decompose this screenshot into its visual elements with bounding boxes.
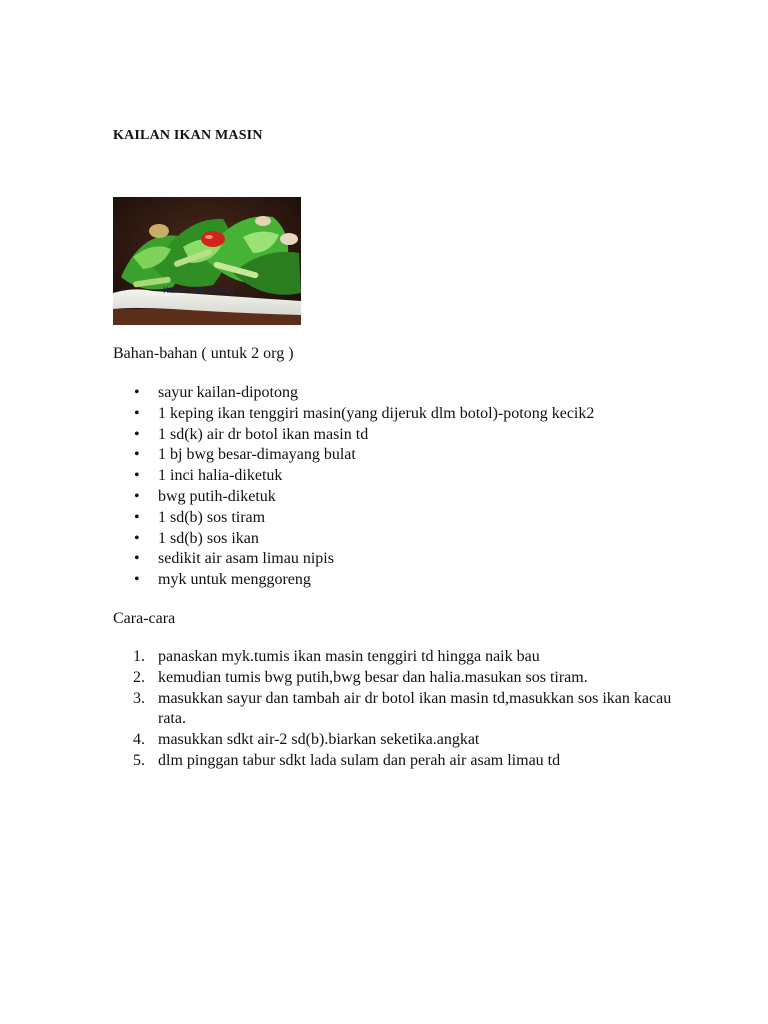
bullet: • — [134, 404, 140, 422]
step-text: masukkan sayur dan tambah air dr botol ikan masin td,masukkan sos ikan kacau rata. — [158, 689, 672, 728]
step-number: 2. — [133, 668, 145, 686]
recipe-photo — [113, 197, 301, 325]
bullet: • — [134, 487, 140, 505]
bullet: • — [134, 467, 140, 485]
step-number: 1. — [133, 648, 145, 665]
ingredient-text: 1 sd(b) sos tiram — [158, 508, 266, 526]
step-text: panaskan myk.tumis ikan masin tenggiri td hingga naik bau — [158, 648, 540, 665]
bullet: • — [134, 571, 140, 589]
list-item — [134, 529, 718, 550]
ingredient-text: 1 bj bwg besar-dimayang bulat — [158, 446, 356, 464]
list-item — [133, 689, 698, 731]
list-item — [134, 445, 718, 466]
step-number: 5. — [133, 751, 145, 769]
step-text: kemudian tumis bwg putih,bwg besar dan halia.masukan sos tiram. — [158, 668, 588, 686]
list-item — [133, 730, 698, 751]
step-number: 3. — [133, 689, 145, 707]
recipe-title: KAILAN IKAN MASIN — [113, 128, 263, 143]
ingredient-text: myk untuk menggoreng — [158, 571, 311, 589]
step-text: dlm pinggan tabur sdkt lada sulam dan perah air asam limau td — [158, 751, 561, 769]
list-item — [134, 487, 718, 508]
method-list — [113, 647, 698, 772]
list-item — [134, 466, 718, 487]
list-item — [134, 404, 718, 425]
step-number: 4. — [133, 731, 145, 749]
list-item — [134, 549, 718, 570]
ingredient-text: 1 sd(b) sos ikan — [158, 529, 259, 547]
stir-fried-kailan-photo-icon — [113, 197, 301, 325]
list-item — [133, 751, 698, 772]
ingredients-list — [113, 383, 718, 591]
ingredient-text: 1 keping ikan tenggiri masin(yang dijeruk dlm botol)-potong kecik2 — [158, 404, 595, 422]
bullet: • — [134, 446, 140, 464]
photo-caption: Kailan ikan masin — [163, 285, 234, 295]
ingredient-text: 1 inci halia-diketuk — [158, 467, 283, 485]
ingredient-text: sedikit air asam limau nipis — [158, 550, 334, 568]
list-item — [133, 668, 698, 689]
list-item — [133, 647, 698, 668]
bullet: • — [134, 529, 140, 547]
bullet: • — [134, 508, 140, 526]
list-item — [134, 570, 718, 591]
bullet: • — [134, 425, 140, 443]
list-item — [134, 508, 718, 529]
ingredient-text: bwg putih-diketuk — [158, 487, 276, 505]
list-item — [134, 425, 718, 446]
list-item — [134, 383, 718, 404]
ingredient-text: sayur kailan-dipotong — [158, 384, 298, 401]
bullet: • — [134, 550, 140, 568]
ingredient-text: 1 sd(k) air dr botol ikan masin td — [158, 425, 369, 443]
bullet: • — [134, 384, 140, 401]
ingredients-heading: Bahan-bahan ( untuk 2 org ) — [113, 345, 294, 362]
method-heading: Cara-cara — [113, 610, 176, 627]
step-text: masukkan sdkt air-2 sd(b).biarkan seketika.angkat — [158, 731, 480, 749]
